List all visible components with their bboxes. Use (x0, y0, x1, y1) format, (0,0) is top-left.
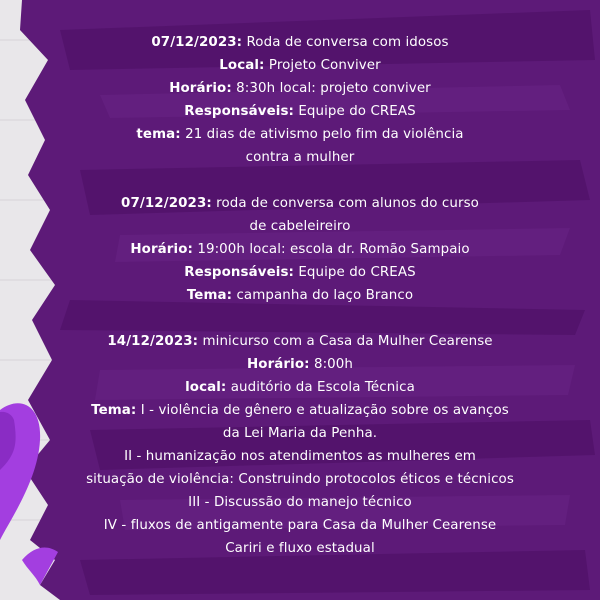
event1-tema-value: 21 dias de ativismo pelo fim da violência (180, 127, 464, 142)
event3-horario-value: 8:00h (309, 357, 354, 372)
event1-tema (0, 125, 600, 145)
event3-tema (0, 401, 600, 421)
event1-title: Roda de conversa com idosos (242, 35, 449, 50)
event2-tema (0, 286, 600, 306)
event1-local-label: Local: (219, 58, 265, 73)
event2-responsaveis (0, 263, 600, 283)
event3-tema-line-1: I - violência de gênero e atualização sobre os avanços (136, 403, 509, 418)
event3-tema-line-7: Cariri e fluxo estadual (225, 541, 375, 556)
event1-local (0, 56, 600, 76)
event1-horario-value: 8:30h local: projeto conviver (231, 81, 431, 96)
event3-title: minicurso com a Casa da Mulher Cearense (198, 334, 493, 349)
event3-tema-line-5: III - Discussão do manejo técnico (188, 495, 412, 510)
event3-tema-line-3: II - humanização nos atendimentos as mulheres em (124, 449, 476, 464)
event2-title: roda de conversa com alunos do curso (211, 196, 479, 211)
event3-tema-line-6: IV - fluxos de antigamente para Casa da Mulher Cearense (103, 518, 497, 533)
event3-tema-label: Tema: (91, 403, 137, 418)
event2-date: 07/12/2023: (121, 196, 212, 211)
event1-header (0, 33, 600, 53)
event3-local-value: auditório da Escola Técnica (226, 380, 415, 395)
event1-tema-cont: contra a mulher (245, 150, 355, 165)
event3-horario (0, 355, 600, 375)
event1-horario-label: Horário: (169, 81, 232, 96)
event1-local-value: Projeto Conviver (264, 58, 381, 73)
event3-local (0, 378, 600, 398)
event2-tema-label: Tema: (186, 288, 233, 303)
event3-horario-label: Horário: (246, 357, 310, 372)
event1-resp-value: Equipe do CREAS (293, 104, 416, 119)
event2-horario (0, 240, 600, 260)
event1-tema-label: tema: (136, 127, 181, 142)
event2-horario-label: Horário: (130, 242, 193, 257)
event3-local-label: local: (185, 380, 227, 395)
event3-tema-line-2: da Lei Maria da Penha. (222, 426, 378, 441)
event2-title-cont: de cabeleireiro (249, 219, 351, 234)
event2-tema-value: campanha do laço Branco (232, 288, 414, 303)
event3-header (0, 332, 600, 352)
event1-horario (0, 79, 600, 99)
event1-responsaveis (0, 102, 600, 122)
event2-resp-label: Responsáveis: (184, 265, 294, 280)
event1-resp-label: Responsáveis: (184, 104, 294, 119)
event3-tema-line-4: situação de violência: Construindo protocolos éticos e técnicos (86, 472, 514, 487)
event2-header (0, 194, 600, 214)
event3-date: 14/12/2023: (107, 334, 199, 349)
event2-horario-value: 19:00h local: escola dr. Romão Sampaio (192, 242, 470, 257)
event1-date: 07/12/2023: (151, 35, 243, 50)
event2-resp-value: Equipe do CREAS (293, 265, 416, 280)
